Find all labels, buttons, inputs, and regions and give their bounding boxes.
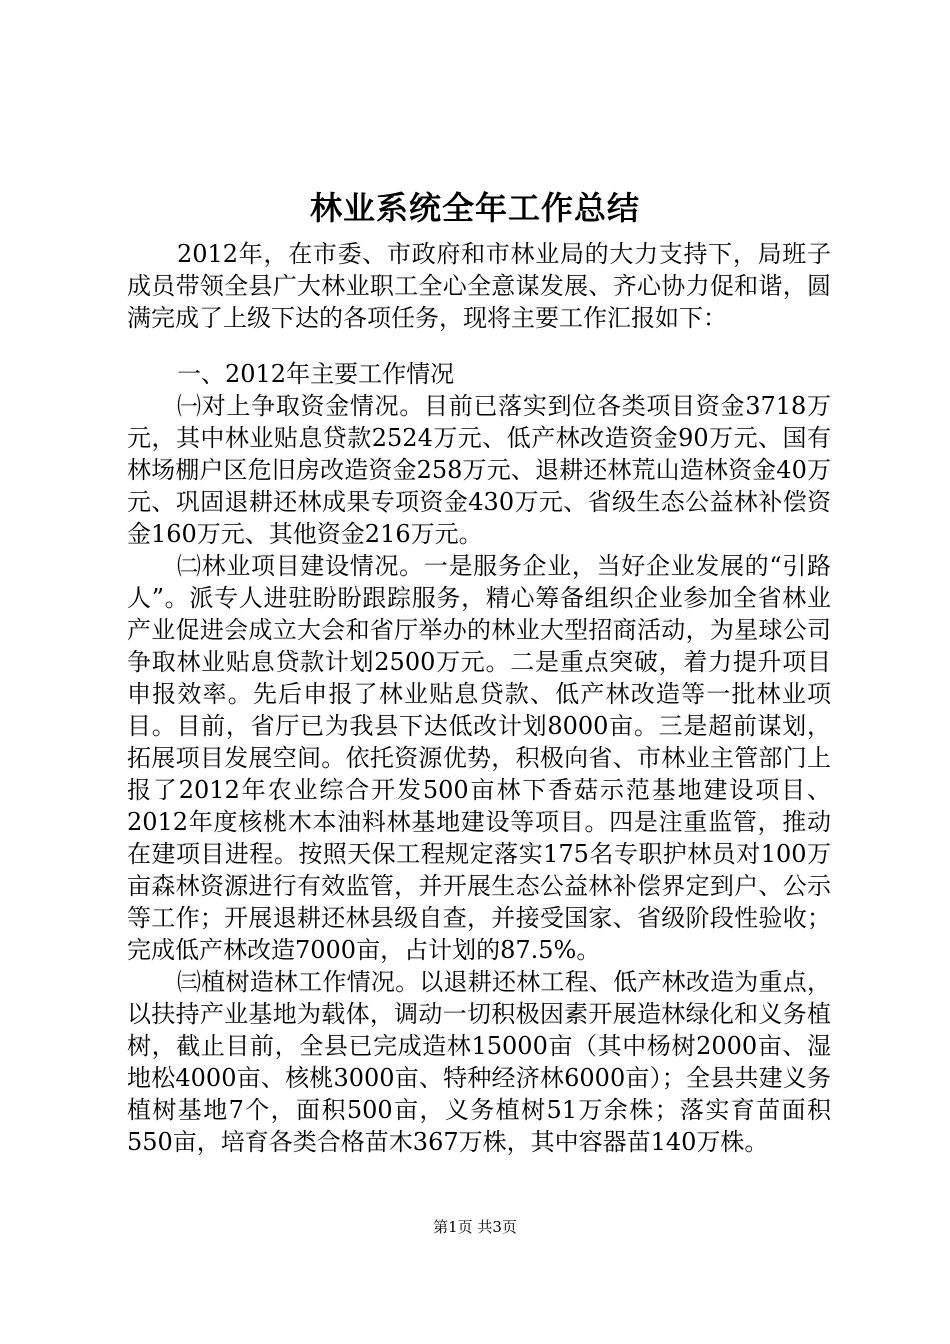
intro-block (127, 238, 831, 334)
section-heading: 一、2012年主要工作情况 (177, 360, 455, 388)
intro-paragraph: 2012年，在市委、市政府和市林业局的大力支持下，局班子成员带领全县广大林业职工全心全意谋发展、齐心协力促和谐，圆满完成了上级下达的各项任务，现将主要工作汇报如下： (127, 240, 831, 332)
item-afforestation-paragraph: ㈢植树造林工作情况。以退耕还林工程、低产林改造为重点，以扶持产业基地为载体，调动一切积极因素开展造林绿化和义务植树，截止目前，全县已完成造林15000亩（其中杨树2000亩、湿地松4000亩、核桃3000亩、特种经济林6000亩）；全县共建义务植树基地7个，面积500亩，义务植树51万余株；落实育苗面积550亩，培育各类合格苗木367万株，其中容器苗140万株。 (127, 968, 831, 1156)
document-title: 林业系统全年工作总结 (309, 189, 640, 227)
item-funding-paragraph: ㈠对上争取资金情况。目前已落实到位各类项目资金3718万元，其中林业贴息贷款2524万元、低产林改造资金90万元、国有林场棚户区危旧房改造资金258万元、退耕还林荒山造林资金40万元、巩固退耕还林成果专项资金430万元、省级生态公益林补偿资金160万元、其他资金216万元。 (127, 392, 831, 548)
page-number-footer: 第1页 共3页 (433, 1218, 517, 1236)
item-projects-paragraph: ㈡林业项目建设情况。一是服务企业，当好企业发展的“引路人”。派专人进驻盼盼跟踪服务，精心筹备组织企业参加全省林业产业促进会成立大会和省厅举办的林业大型招商活动，为星球公司争取林业贴息贷款计划2500万元。二是重点突破，着力提升项目申报效率。先后申报了林业贴息贷款、低产林改造等一批林业项目。目前，省厅已为我县下达低改计划8000亩。三是超前谋划，拓展项目发展空间。依托资源优势，积极向省、市林业主管部门上报了2012年农业综合开发500亩林下香菇示范基地建设项目、2012年度核桃木本油料林基地建设等项目。四是注重监管，推动在建项目进程。按照天保工程规定落实175名专职护林员对100万亩森林资源进行有效监管，并开展生态公益林补偿界定到户、公示等工作；开展退耕还林县级自查，并接受国家、省级阶段性验收；完成低产林改造7000亩，占计划的87.5%。 (127, 552, 831, 964)
section-body (127, 358, 831, 1158)
